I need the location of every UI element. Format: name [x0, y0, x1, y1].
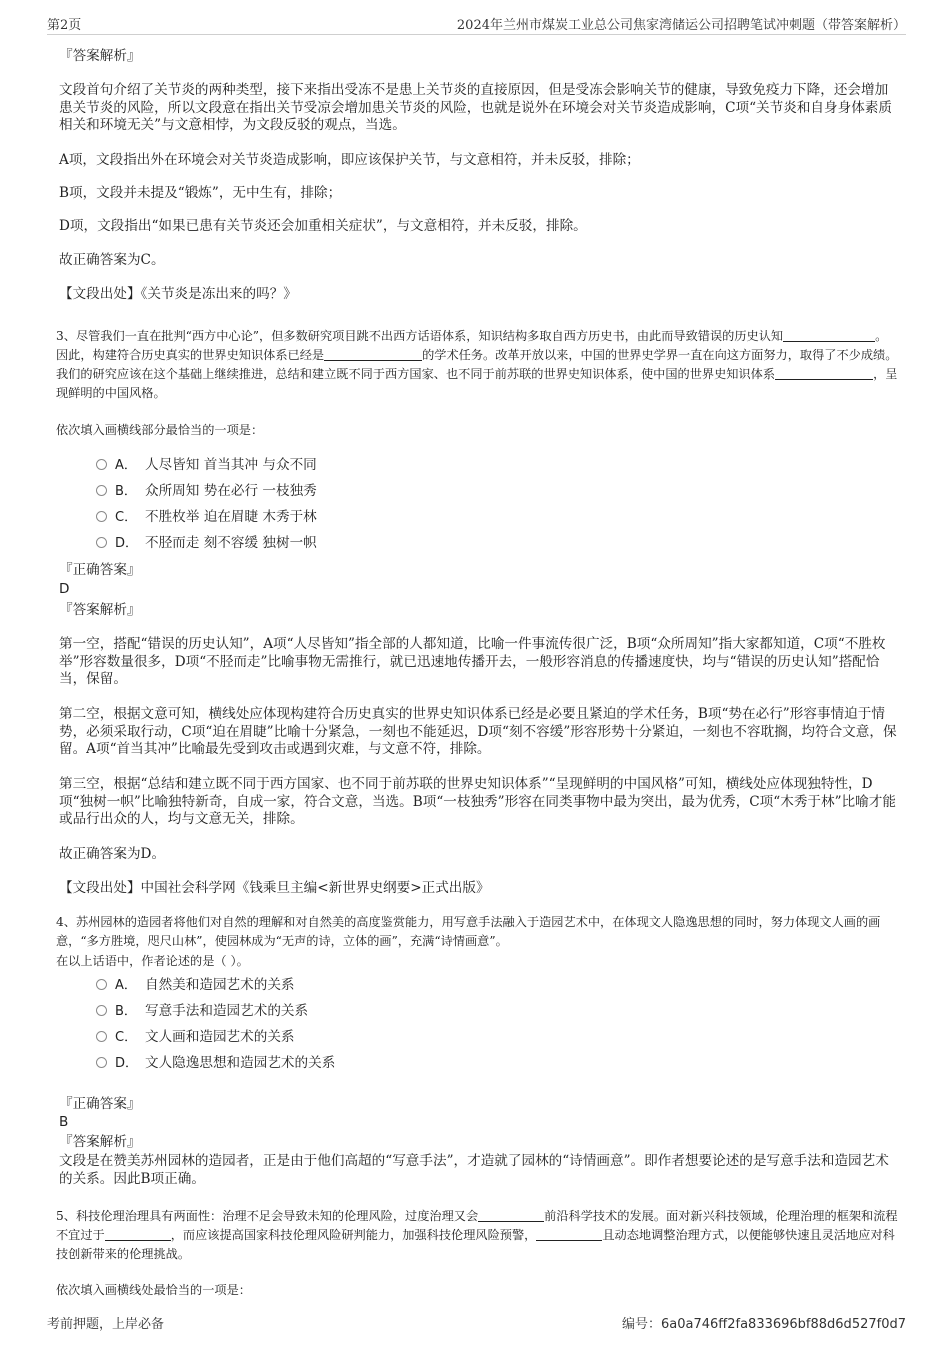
q3-stem: 3、尽管我们一直在批判“西方中心论”，但多数研究项目跳不出西方话语体系，知识结构多取自西方历史书，由此而导致错误的历史认知 。因此，构建符合历史真实的世界史知识体系已经是 的学术任务。改革开放以来，中国的世界史学界一直在向这方面努力，取得了不少成绩。我们的研究应该在这个基础上继续推进，总结和建立既不同于西方国家、也不同于前苏联的世界史知识体系，使中国的世界史知识体系 ，呈现鲜明的中国风格。 — [56, 329, 898, 400]
page-header — [47, 14, 906, 35]
radio-icon[interactable] — [96, 1057, 107, 1068]
q2-conclusion: 故正确答案为C。 — [59, 252, 165, 268]
radio-icon[interactable] — [96, 537, 107, 548]
q2-analysis-option-d: D项，文段指出“如果已患有关节炎还会加重相关症状”，与文意相符，并未反驳，排除。 — [59, 218, 587, 234]
document-title: 2024年兰州市煤炭工业总公司焦家湾储运公司招聘笔试冲刺题（带答案解析） — [456, 18, 906, 33]
q2-analysis-option-a: A项，文段指出外在环境会对关节炎造成影响，即应该保护关节，与文意相符，并未反驳，排除； — [59, 152, 640, 168]
q3-analysis-para1: 第一空，搭配“错误的历史认知”，A项“人尽皆知”指全部的人都知道，比喻一件事流传很广泛，B项“众所周知”指大家都知道，C项“不胜枚举”形容数量很多，D项“不胫而走”比喻事物无需推行，就已迅速地传播开去，一般形容消息的传播速度快，均与“错误的历史认知”搭配恰当，保留。 — [59, 636, 886, 687]
radio-icon[interactable] — [96, 979, 107, 990]
q3-analysis-para2: 第二空，根据文意可知，横线处应体现构建符合历史真实的世界史知识体系已经是必要且紧迫的学术任务，B项“势在必行”形容事情迫于情势，必须采取行动，C项“迫在眉睫”比喻十分紧急，一刻也不能延迟，D项“刻不容缓”形容形势十分紧迫，一刻也不容耽搁，均符合文意，保留。A项“首当其冲”比喻最先受到攻击或遇到灾难，与文意不符，排除。 — [59, 706, 897, 757]
q5-blank-2 — [105, 1227, 171, 1241]
q3-analysis-para3: 第三空，根据“总结和建立既不同于西方国家、也不同于前苏联的世界史知识体系”“呈现鲜明的中国风格”可知，横线处应体现独特性，D项“独树一帜”比喻独特新奇，自成一家，符合文意，当选。B项“一枝独秀”形容在同类事物中最为突出，最为优秀，C项“木秀于林”比喻才能或品行出众的人，均与文意无关，排除。 — [59, 776, 896, 827]
radio-icon[interactable] — [96, 1031, 107, 1042]
q4-analysis-label: 『答案解析』 — [59, 1134, 141, 1150]
q3-conclusion: 故正确答案为D。 — [59, 846, 166, 862]
q4-option-b[interactable]: B． 写意手法和造园艺术的关系 — [96, 1002, 308, 1021]
q4-prompt: 在以上话语中，作者论述的是（ ）。 — [56, 954, 249, 968]
q3-blank-2 — [324, 347, 422, 361]
q3-source: 【文段出处】中国社会科学网《钱乘旦主编<新世界史纲要>正式出版》 — [59, 880, 490, 896]
q5-stem: 5、科技伦理治理具有两面性：治理不足会导致未知的伦理风险，过度治理又会 前沿科学技术的发展。面对新兴科技领域，伦理治理的框架和流程不宜过于 ，而应该提高国家科技伦理风险研判能力，加强科技伦理风险预警， 且动态地调整治理方式，以便能够快速且灵活地应对科技创新带来的伦理挑战。 — [56, 1209, 898, 1261]
q3-analysis-label: 『答案解析』 — [59, 602, 141, 618]
q5-blank-1 — [478, 1208, 544, 1222]
radio-icon[interactable] — [96, 1005, 107, 1016]
q3-option-b[interactable]: B． 众所周知 势在必行 一枝独秀 — [96, 482, 317, 501]
q4-correct-label: 『正确答案』 — [59, 1096, 141, 1112]
q2-analysis-para1: 文段首句介绍了关节炎的两种类型，接下来指出受冻不是患上关节炎的直接原因，但是受冻会影响关节的健康，导致免疫力下降，还会增加患关节炎的风险，所以文段意在指出关节受凉会增加患关节炎的风险，也就是说外在环境会对关节炎造成影响，C项“关节炎和自身身体素质相关和环境无关”与文意相悖，为文段反驳的观点，当选。 — [59, 82, 892, 133]
q4-option-c[interactable]: C． 文人画和造园艺术的关系 — [96, 1028, 295, 1047]
radio-icon[interactable] — [96, 511, 107, 522]
q4-analysis: 文段是在赞美苏州园林的造园者，正是由于他们高超的“写意手法”，才造就了园林的“诗情画意”。即作者想要论述的是写意手法和造园艺术的关系。因此B项正确。 — [59, 1153, 889, 1187]
footer-slogan: 考前押题，上岸必备 — [47, 1317, 165, 1332]
q2-analysis-label: 『答案解析』 — [59, 48, 141, 64]
q4-correct-answer: B — [59, 1114, 69, 1130]
q3-prompt: 依次填入画横线部分最恰当的一项是： — [56, 423, 264, 437]
q3-blank-3 — [775, 366, 873, 380]
q3-option-d[interactable]: D． 不胫而走 刻不容缓 独树一帜 — [96, 534, 317, 553]
q3-option-c[interactable]: C． 不胜枚举 迫在眉睫 木秀于林 — [96, 508, 317, 527]
q4-option-a[interactable]: A． 自然美和造园艺术的关系 — [96, 976, 295, 995]
q2-source: 【文段出处】《关节炎是冻出来的吗？》 — [59, 286, 297, 302]
q3-correct-answer: D — [59, 581, 70, 597]
q5-blank-3 — [536, 1227, 602, 1241]
q3-blank-1 — [783, 328, 875, 342]
q2-analysis-option-b: B项，文段并未提及“锻炼”，无中生有，排除； — [59, 185, 342, 201]
q4-stem: 4、苏州园林的造园者将他们对自然的理解和对自然美的高度鉴赏能力，用写意手法融入于造园艺术中，在体现文人隐逸思想的同时，努力体现文人画的画意，“多方胜境，咫尺山林”，使园林成为“无声的诗，立体的画”，充满“诗情画意”。 — [56, 915, 881, 948]
document-id: 编号：6a0a746ff2fa833696bf88d6d527f0d7 — [621, 1317, 906, 1332]
q3-option-a[interactable]: A． 人尽皆知 首当其冲 与众不同 — [96, 456, 317, 475]
radio-icon[interactable] — [96, 485, 107, 496]
q5-prompt: 依次填入画横线处最恰当的一项是： — [56, 1283, 251, 1297]
q3-correct-label: 『正确答案』 — [59, 562, 141, 578]
page-number: 第2页 — [47, 18, 82, 33]
q4-option-d[interactable]: D． 文人隐逸思想和造园艺术的关系 — [96, 1054, 335, 1073]
radio-icon[interactable] — [96, 459, 107, 470]
